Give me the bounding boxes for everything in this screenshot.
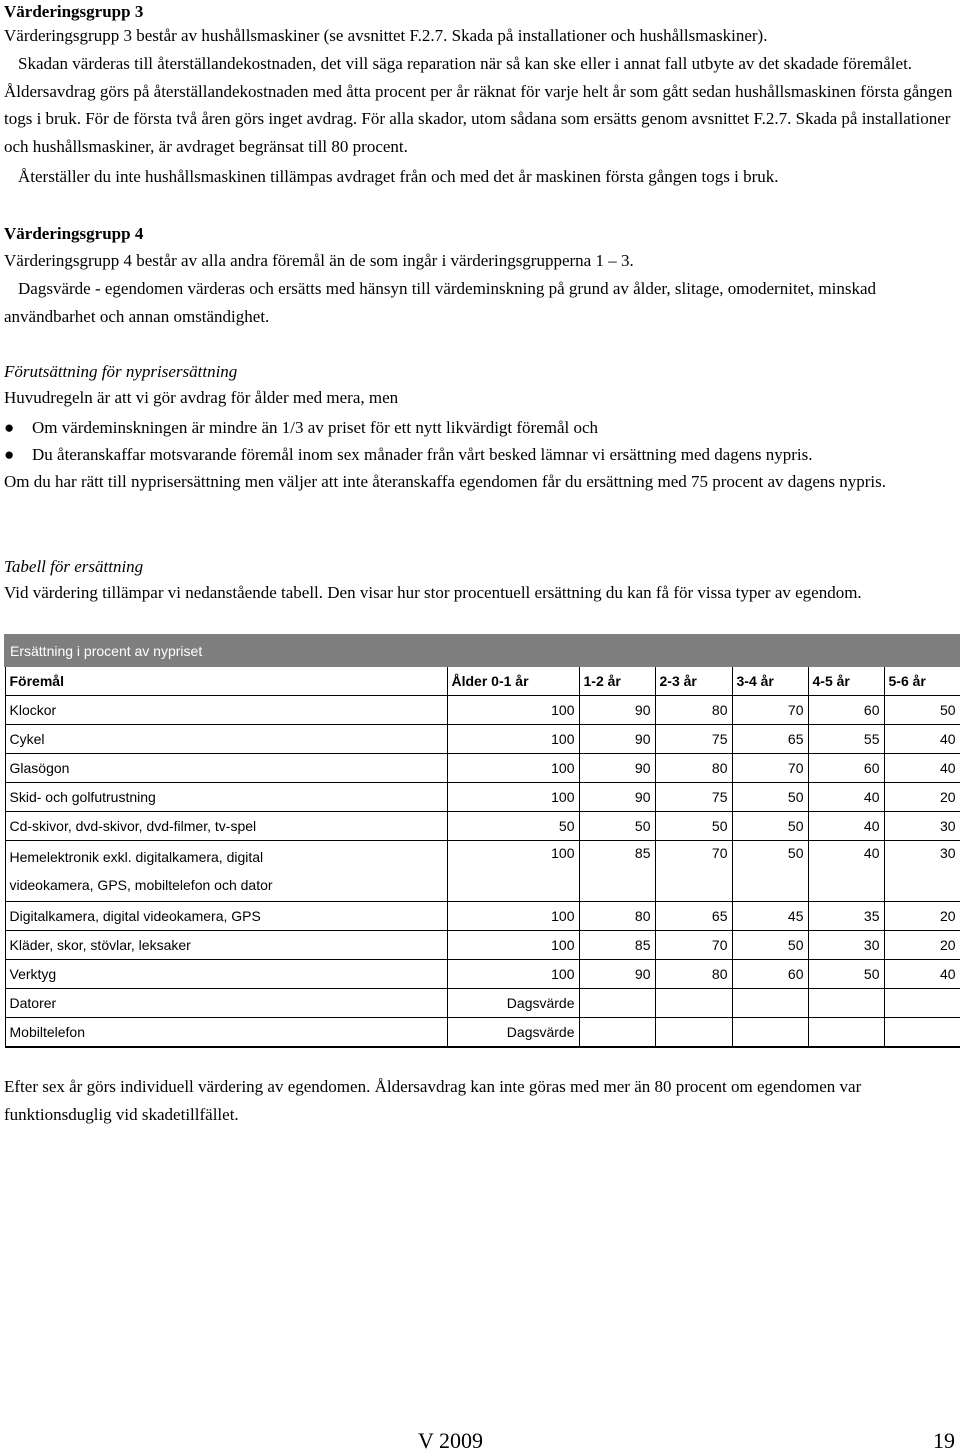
item-cell: Mobiltelefon [5, 1018, 447, 1048]
newprice-outro: Om du har rätt till nyprisersättning men väljer att inte återanskaffa egendomen får du ersättning med 75 procent av dagens nypris. [4, 472, 886, 491]
value-cell [579, 989, 655, 1018]
value-cell: 100 [447, 783, 579, 812]
value-cell: 85 [579, 841, 655, 902]
value-cell: 90 [579, 960, 655, 989]
item-cell: Kläder, skor, stövlar, leksaker [5, 931, 447, 960]
value-cell: 30 [884, 812, 960, 841]
value-cell: 90 [579, 754, 655, 783]
value-cell: 50 [732, 812, 808, 841]
table-row [5, 960, 960, 989]
group3-paragraph: Skadan värderas till återställandekostnaden, det vill säga reparation när så kan ske eller i annat fall utbyte av det skadade föremålet. Åldersavdrag görs på återställandekostnaden med åtta procent per år räknat för varje helt år som gått sedan hushållsmaskinen första gången togs i bruk. För de första två åren görs inget avdrag. För alla skador, utom sådana som ersätts genom avsnittet F.2.7. Skada på installationer och hushållsmaskiner, är avdraget begränsat till 80 procent. [4, 54, 953, 156]
value-cell: 40 [884, 725, 960, 754]
table-row [5, 812, 960, 841]
column-header: 2-3 år [655, 666, 732, 696]
table-row [5, 931, 960, 960]
item-cell: Glasögon [5, 754, 447, 783]
value-cell: 90 [579, 783, 655, 812]
column-header: Ålder 0-1 år [447, 666, 579, 696]
column-header: Föremål [5, 666, 447, 696]
value-cell: 50 [732, 841, 808, 902]
value-cell [732, 1018, 808, 1048]
table-row [5, 1018, 960, 1048]
item-cell: Skid- och golfutrustning [5, 783, 447, 812]
value-cell: 70 [732, 754, 808, 783]
table-row [5, 725, 960, 754]
table-row [5, 754, 960, 783]
item-cell: Digitalkamera, digital videokamera, GPS [5, 902, 447, 931]
column-header: 5-6 år [884, 666, 960, 696]
value-cell [579, 1018, 655, 1048]
value-cell: 50 [447, 812, 579, 841]
value-cell: 80 [655, 754, 732, 783]
value-cell: 20 [884, 902, 960, 931]
value-cell: Dagsvärde [447, 1018, 579, 1048]
compensation-table [4, 634, 960, 1048]
newprice-intro: Huvudregeln är att vi gör avdrag för ålder med mera, men [4, 388, 399, 407]
after-table-text: Efter sex år görs individuell värdering av egendomen. Åldersavdrag kan inte göras med mer än 80 procent om egendomen var funktionsduglig vid skadetillfället. [4, 1077, 862, 1124]
value-cell: 80 [655, 960, 732, 989]
item-cell: Datorer [5, 989, 447, 1018]
value-cell: 60 [808, 754, 884, 783]
value-cell: 100 [447, 902, 579, 931]
bullet-dot-icon: ● [4, 418, 15, 437]
value-cell: 100 [447, 696, 579, 725]
value-cell: 60 [732, 960, 808, 989]
value-cell: 40 [808, 841, 884, 902]
value-cell: 70 [655, 931, 732, 960]
value-cell: 40 [808, 783, 884, 812]
value-cell: 55 [808, 725, 884, 754]
value-cell: 50 [732, 783, 808, 812]
value-cell: 80 [579, 902, 655, 931]
value-cell: 50 [655, 812, 732, 841]
subheading-table: Tabell för ersättning [4, 557, 144, 576]
group4-paragraph: Dagsvärde - egendomen värderas och ersätts med hänsyn till värdeminskning på grund av ålder, slitage, omodernitet, minskad användbarhet och annan omständighet. [4, 279, 877, 326]
item-cell: Klockor [5, 696, 447, 725]
value-cell: 50 [808, 960, 884, 989]
column-header: 1-2 år [579, 666, 655, 696]
table-title: Ersättning i procent av nypriset [5, 635, 960, 666]
page-number: 19 [933, 1428, 955, 1453]
value-cell: 30 [884, 841, 960, 902]
group4-line1: Värderingsgrupp 4 består av alla andra föremål än de som ingår i värderingsgrupperna 1 – 3. [4, 251, 634, 270]
value-cell: 80 [655, 696, 732, 725]
heading-group3: Värderingsgrupp 3 [4, 2, 144, 21]
value-cell [655, 1018, 732, 1048]
column-header: 4-5 år [808, 666, 884, 696]
value-cell: 90 [579, 696, 655, 725]
value-cell: 60 [808, 696, 884, 725]
value-cell: Dagsvärde [447, 989, 579, 1018]
item-line: videokamera, GPS, mobiltelefon och dator [9, 877, 273, 893]
bullet-dot-icon: ● [4, 445, 15, 464]
table-title-row [5, 635, 960, 666]
value-cell: 90 [579, 725, 655, 754]
value-cell: 65 [655, 902, 732, 931]
table-row [5, 696, 960, 725]
value-cell: 50 [579, 812, 655, 841]
group3-paragraph2: Återställer du inte hushållsmaskinen tillämpas avdraget från och med det år maskinen första gången togs i bruk. [18, 167, 779, 186]
value-cell: 35 [808, 902, 884, 931]
table-row [5, 841, 960, 902]
table-row [5, 902, 960, 931]
value-cell: 85 [579, 931, 655, 960]
value-cell: 100 [447, 725, 579, 754]
value-cell [808, 989, 884, 1018]
table-intro-text: Vid värdering tillämpar vi nedanstående tabell. Den visar hur stor procentuell ersättning du kan få för vissa typer av egendom. [4, 583, 862, 602]
group3-line1: Värderingsgrupp 3 består av hushållsmaskiner (se avsnittet F.2.7. Skada på installationer och hushållsmaskiner). [4, 26, 768, 45]
value-cell: 75 [655, 725, 732, 754]
value-cell: 70 [732, 696, 808, 725]
value-cell [655, 989, 732, 1018]
item-cell: Cykel [5, 725, 447, 754]
value-cell: 75 [655, 783, 732, 812]
table-header-row [5, 666, 960, 696]
value-cell: 30 [808, 931, 884, 960]
column-header: 3-4 år [732, 666, 808, 696]
value-cell: 100 [447, 931, 579, 960]
table-row [5, 989, 960, 1018]
item-cell [5, 841, 447, 902]
value-cell: 45 [732, 902, 808, 931]
value-cell: 20 [884, 931, 960, 960]
item-line: Hemelektronik exkl. digitalkamera, digital [9, 849, 264, 865]
value-cell [732, 989, 808, 1018]
value-cell: 100 [447, 841, 579, 902]
value-cell: 50 [732, 931, 808, 960]
value-cell: 20 [884, 783, 960, 812]
table-row [5, 783, 960, 812]
value-cell: 70 [655, 841, 732, 902]
value-cell [884, 989, 960, 1018]
value-cell: 50 [884, 696, 960, 725]
item-cell: Verktyg [5, 960, 447, 989]
value-cell: 40 [884, 960, 960, 989]
value-cell [884, 1018, 960, 1048]
heading-group4: Värderingsgrupp 4 [4, 224, 144, 243]
value-cell: 40 [884, 754, 960, 783]
footer-version: V 2009 [418, 1428, 483, 1453]
value-cell [808, 1018, 884, 1048]
value-cell: 100 [447, 754, 579, 783]
value-cell: 65 [732, 725, 808, 754]
value-cell: 100 [447, 960, 579, 989]
subheading-newprice: Förutsättning för nyprisersättning [4, 362, 238, 381]
item-cell: Cd-skivor, dvd-skivor, dvd-filmer, tv-spel [5, 812, 447, 841]
value-cell: 40 [808, 812, 884, 841]
